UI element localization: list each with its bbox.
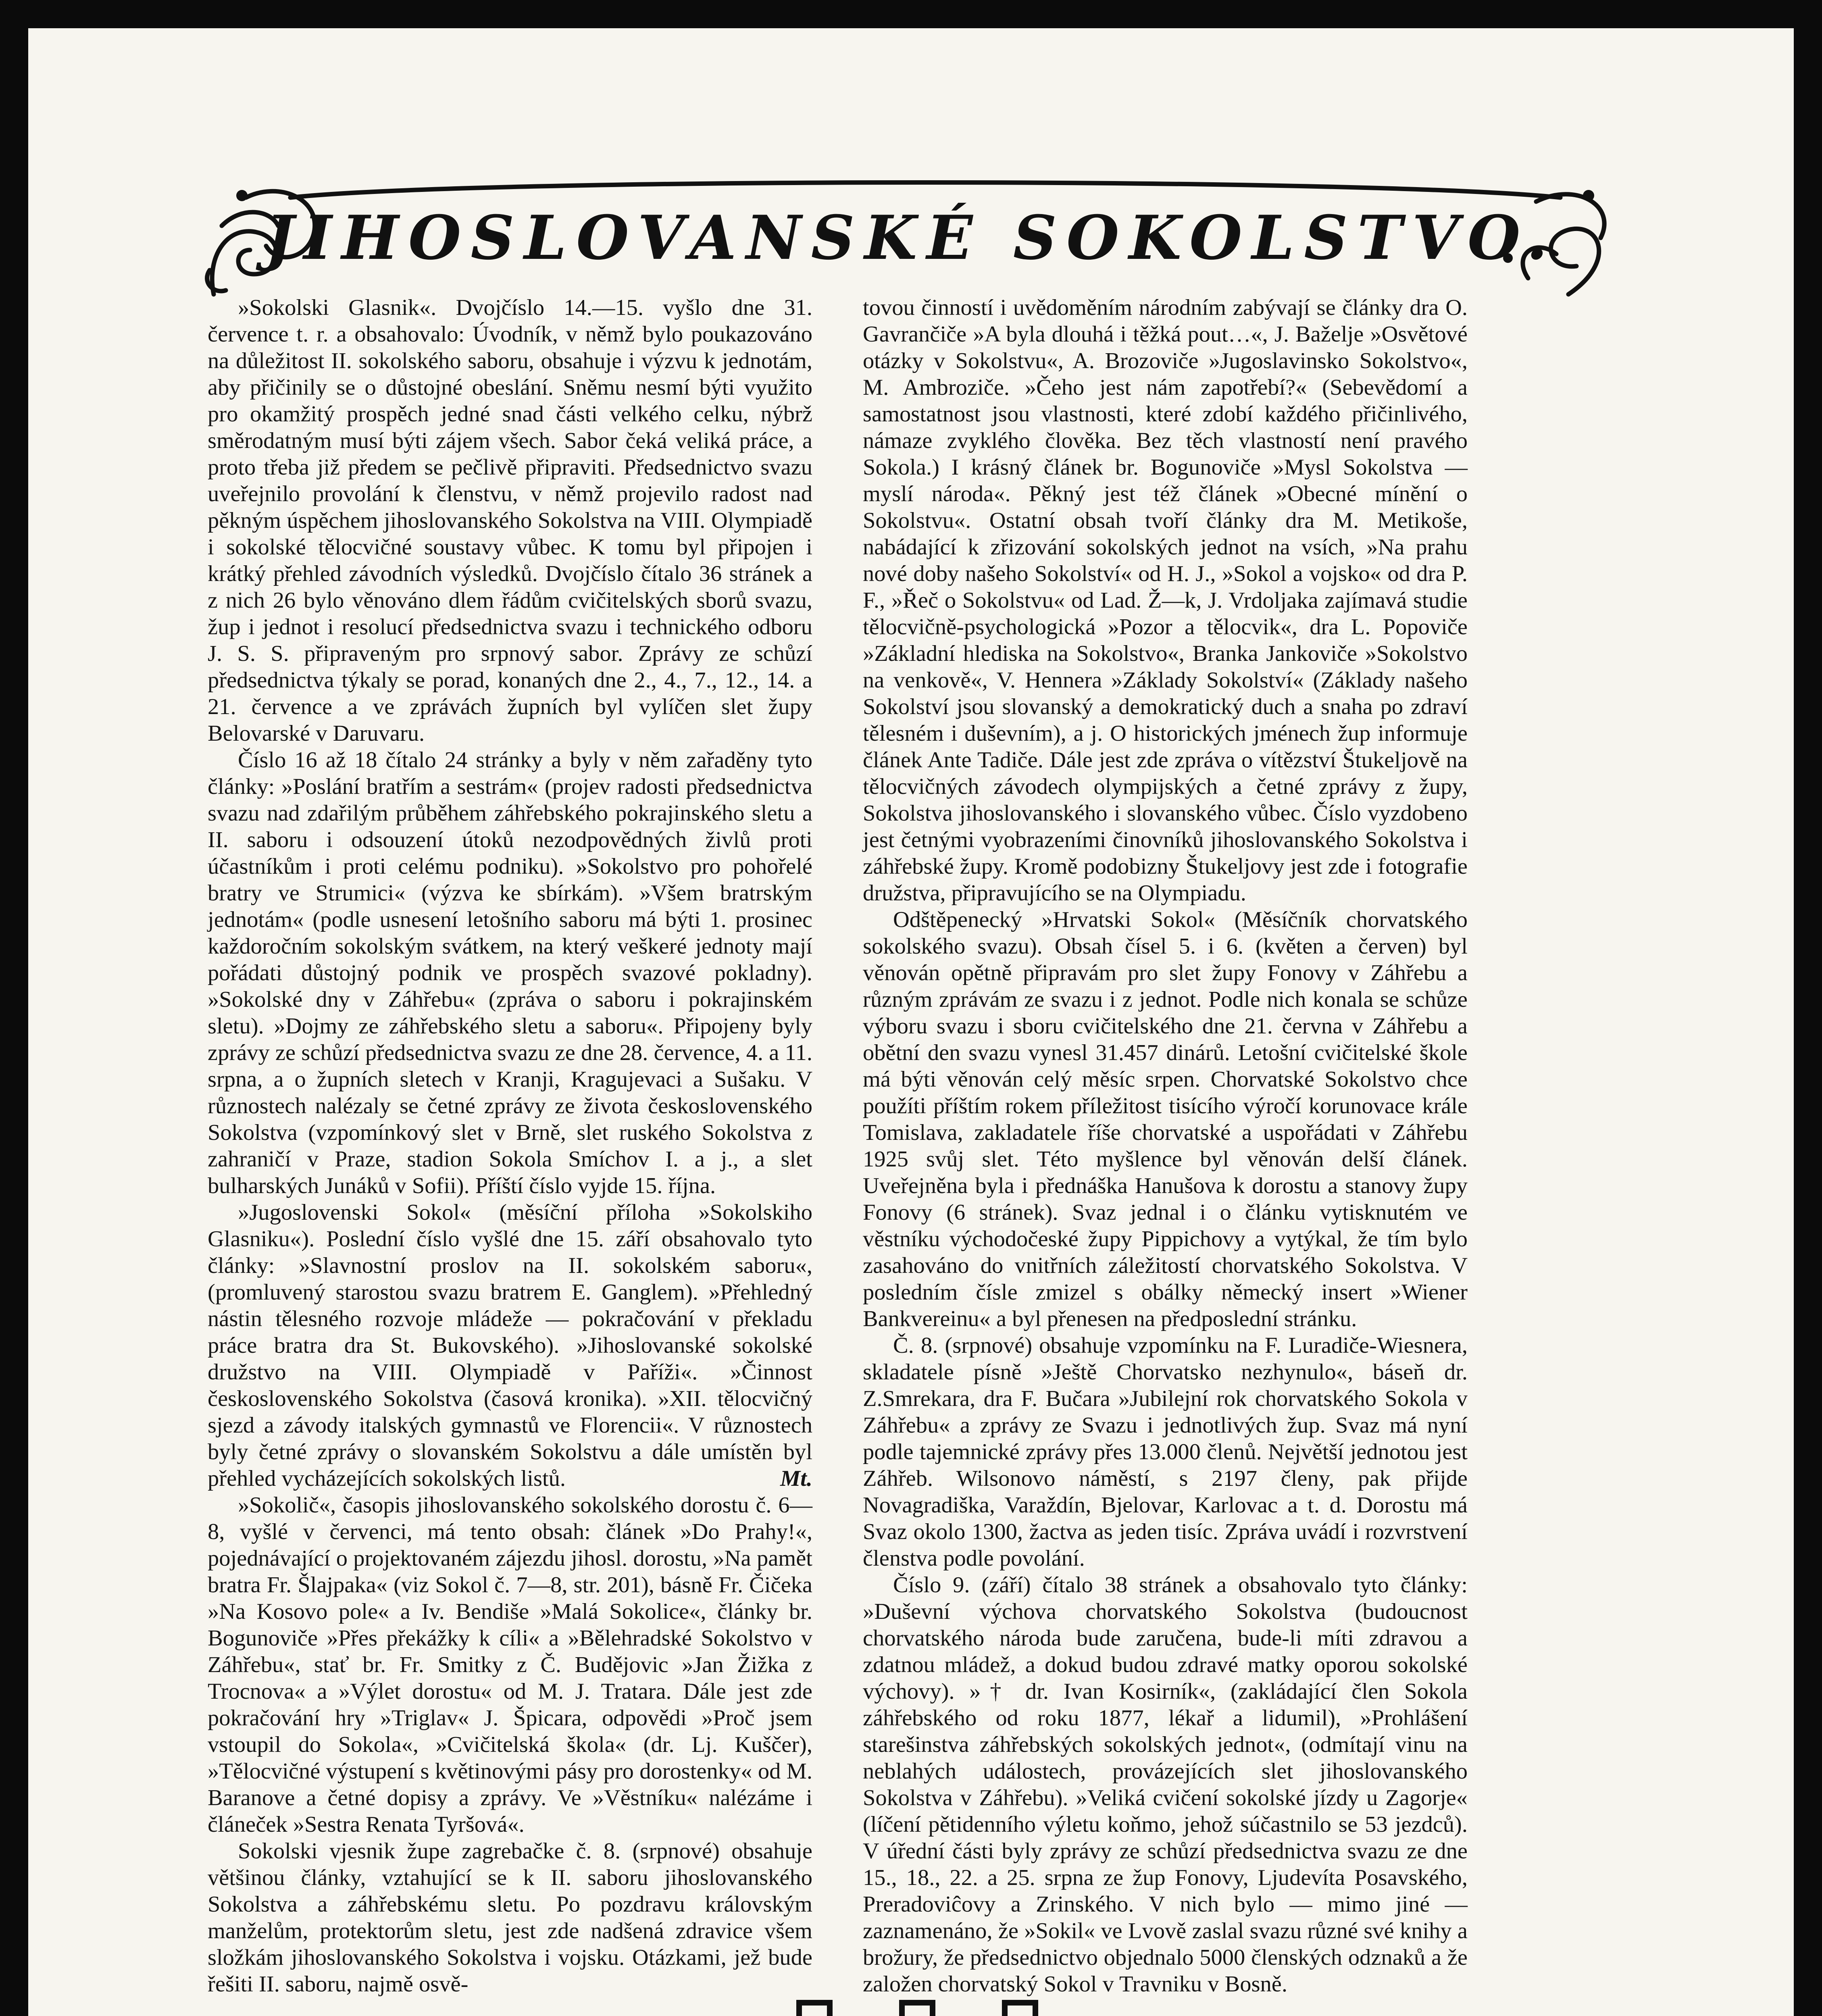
paragraph-jugoslovenski-sokol xyxy=(208,1199,812,1492)
square-ornament-icon xyxy=(796,2000,833,2016)
page xyxy=(28,28,1794,2016)
paragraph-sokolski-glasnik: »Sokolski Glasnik«. Dvojčíslo 14.—15. vyšlo dne 31. července t. r. a obsahovalo: Úvodník, v němž bylo poukazováno na důležitost II. sokolského saboru, obsahuje i výzvu k jednotám, aby přičinily se o důstojné obeslání. Sněmu nesmí býti využito pro okamžitý prospěch jedné snad části velkého celku, nýbrž směrodatným musí býti zájem všech. Sabor čeká veliká práce, a proto třeba již předem se pečlivě připraviti. Předsednictvo svazu uveřejnilo provolání k členstvu, v němž projevilo radost nad pěkným úspěchem jihoslovanského Sokolstva na VIII. Olympiadě i sokolské tělocvičné soustavy vůbec. K tomu byl připojen i krátký přehled závodních výsledků. Dvojčíslo čítalo 36 stránek a z nich 26 bylo věnováno dlem řádům cvičitelských sborů svazu, žup i jednot i resolucí předsednictva svazu i technického odboru J. S. S. připraveným pro srpnový sabor. Zprávy ze schůzí předsednictva týkaly se porad, konaných dne 2., 4., 7., 12., 14. a 21. července a ve zprávách župních byl vylíčen slet župy Belovarské v Daruvaru. xyxy=(208,295,812,746)
paragraph-sokolski-vjesnik: Sokolski vjesnik župe zagrebačke č. 8. (srpnové) obsahuje většinou články, vztahující se k II. saboru jihoslovanského Sokolstva a záhřebskému sletu. Po pozdravu královským manželům, protektorům sletu, jest zde nadšená zdravice všem složkám jihoslovanského Sokolstva i vojsku. Otázkami, jež bude řešiti II. saboru, najmě osvě- xyxy=(208,1839,812,1997)
paragraph-text: »Jugoslovenski Sokol« (měsíční příloha »Sokolskiho Glasniku«). Poslední číslo vyšlé dne 15. září obsahovalo tyto články: »Slavnostní proslov na II. sokolském saboru«, (promluvený starostou svazu bratrem E. Ganglem). »Přehledný nástin tělesného rozvoje mládeže — pokračování v překladu práce bratra dra St. Bukovského). »Jihoslovanské sokolské družstvo na VIII. Olympiadě v Paříži«. »Činnost československého Sokolstva (časová kronika). »XII. tělocvičný sjezd a závody italských gymnastů ve Florencii«. V různostech byly četné zprávy o slovanském Sokolstvu a dále umístěn byl přehled vycházejících sokolských listů. xyxy=(208,1200,812,1491)
paragraph-sokolic: »Sokolič«, časopis jihoslovanského sokolského dorostu č. 6—8, vyšlé v červenci, má tento obsah: článek »Do Prahy!«, pojednávající o projektovaném zájezdu jihosl. dorostu, »Na pamět bratra Fr. Šlajpaka« (viz Sokol č. 7—8, str. 201), básně Fr. Čičeka »Na Kosovo pole« a Iv. Bendiše »Malá Sokolice«, články br. Bogunoviče »Přes překážky k cíli« a »Bělehradské Sokolstvo v Záhřebu«, stať br. Fr. Smitky z Č. Budějovic »Jan Žižka z Trocnova« a »Výlet dorostu« od M. J. Tratara. Dále jest zde pokračování hry »Triglav« J. Špicara, odpovědi »Proč jsem vstoupil do Sokola«, »Cvičitelská škola« (dr. Lj. Kuščer), »Tělocvičné výstupení s květinovými pásy pro dorostenky« od M. Baranove a četné dopisy a zprávy. Ve »Věstníku« nalézáme i článeček »Sestra Renata Tyršová«. xyxy=(208,1493,812,1837)
paragraph-continuation: tovou činností i uvědoměním národním zabývají se články dra O. Gavrančiče »A byla dlouhá i těžká pout…«, J. Baželje »Osvětové otázky v Sokolstvu«, A. Brozoviče »Jugoslavinsko Sokolstvo«, M. Ambroziče. »Čeho jest nám zapotřebí?« (Sebevědomí a samostatnost jsou vlastnosti, které zdobí každého přičinlivého, námaze zvyklého člověka. Bez těch vlastností není pravého Sokola.) I krásný článek br. Bogunoviče »Mysl Sokolstva — myslí národa«. Pěkný jest též článek »Obecné mínění o Sokolstvu«. Ostatní obsah tvoří články dra M. Metikoše, nabádající k zřizování sokolských jednot na vsích, »Na prahu nové doby našeho Sokolství« od H. J., »Sokol a vojsko« od dra P. F., »Řeč o Sokolstvu« od Lad. Ž—k, J. Vrdoljaka zajímavá studie tělocvičně-psychologická »Pozor a tělocvik«, dra L. Popoviče »Základní hlediska na Sokolstvo«, Branka Jankoviče »Sokolstvo na venkově«, V. Hennera »Základy Sokolství« (Základy našeho Sokolství jsou slovanský a demokratický duch a snaha po zdraví tělesném i duševním), a j. O historických jménech žup informuje článek Ante Tadiče. Dále jest zde zpráva o vítězství Štukeljově na tělocvičných závodech olympijských a četné zprávy z župy, Sokolstva jihoslovanského i slovanského vůbec. Číslo vyzdobeno jest četnými vyobrazeními činovníků jihoslovanského Sokolstva i záhřebské župy. Kromě podobizny Štukeljovy jest zde i fotografie družstva, připravujícího se na Olympiadu. xyxy=(863,295,1468,906)
paragraph-hrvatski-sokol: Odštěpenecký »Hrvatski Sokol« (Měsíčník chorvatského sokolského svazu). Obsah čísel 5. i 6. (květen a červen) byl věnován opětně připravám pro slet župy Fonovy v Záhřebu a různým zprávám ze svazu i z jednot. Podle nich konala se schůze výboru svazu i sboru cvičitelského dne 21. června v Záhřebu a obětní den svazu vynesl 31.457 dinárů. Letošní cvičitelské škole má býti věnován celý měsíc srpen. Chorvatské Sokolstvo chce použíti příštím rokem příležitost tisícího výročí korunovace krále Tomislava, zakladatele říše chorvatské a uspořádati v Záhřebu 1925 svůj slet. Této myšlence byl věnován delší článek. Uveřejněna byla i přednáška Hanušova k dorostu a stanovy župy Fonovy (6 stránek). Svaz jednal i o článku vytisknutém ve věstníku východočeské župy Pippichovy a vytýkal, že tím bylo zasahováno do vnitřních záležitostí chorvatského Sokolstva. V posledním čísle zmizel s obálky německý insert »Wiener Bankvereinu« a byl přenesen na předposlední stránku. xyxy=(863,907,1468,1331)
section-end-ornaments xyxy=(796,2000,1038,2016)
square-ornament-icon xyxy=(1002,2000,1038,2016)
paragraph-cislo-8: Č. 8. (srpnové) obsahuje vzpomínku na F. Luradiče-Wiesnera, skladatele písně »Ještě Chorvatsko nezhynulo«, báseň dr. Z.Smrekara, dra F. Bučara »Jubilejní rok chorvatského Sokola v Záhřebu« a zprávy ze Svazu i jednotlivých žup. Svaz má nyní podle tajemnické zprávy přes 13.000 členů. Největší jednotou jest Záhřeb. Wilsonovo náměstí, s 2197 členy, pak přijde Novagradiška, Varaždín, Bjelovar, Karlovac a t. d. Dorostu má Svaz okolo 1300, žactva as jeden tisíc. Zpráva uvádí i rozvrstvení členstva podle povolání. xyxy=(863,1333,1468,1571)
paragraph-cislo-16-18: Číslo 16 až 18 čítalo 24 stránky a byly v něm zařaděny tyto články: »Poslání bratřím a sestrám« (projev radosti předsednictva svazu nad zdařilým průběhem záhřebského pokrajinského sletu a II. saboru i odsouzení útoků nezodpovědných živlů proti účastníkům i proti celému podniku). »Sokolstvo pro pohořelé bratry ve Strumici« (výzva ke sbírkám). »Všem bratrským jednotám« (podle usnesení letošního saboru má býti 1. prosinec každoročním sokolským svátkem, na který veškeré jednoty mají pořádati důstojný podnik ve prospěch svazové pokladny). »Sokolské dny v Záhřebu« (zpráva o saboru i pokrajinském sletu). »Dojmy ze záhřebského sletu a saboru«. Připojeny byly zprávy ze schůzí předsednictva svazu ze dne 28. července, 4. a 11. srpna, a o župních sletech v Kranji, Kragujevaci a Sušaku. V různostech nalézaly se četné zprávy ze života československého Sokolstva (vzpomínkový slet v Brně, slet ruského Sokolstva z zahraničí v Praze, stadion Sokola Smíchov I. a j., a slet bulharských Junáků v Sofii). Příští číslo vyjde 15. října. xyxy=(208,748,812,1198)
title-banner xyxy=(198,173,1625,302)
paragraph-cislo-9: Číslo 9. (září) čítalo 38 stránek a obsahovalo tyto články: »Duševní výchova chorvatského Sokolstva (budoucnost chorvatského národa bude zaručena, bude-li míti zdravou a zdatnou mládež, a dokud budou zdravé matky oporou sokolské výchovy). »† dr. Ivan Kosirník«, (zakládající člen Sokola záhřebského od roku 1877, lékař a lidumil), »Prohlášení starešinstva záhřebských sokolských jednot«, (odmítají vinu na neblahých událostech, provázejících slet jihoslovanského Sokolstva v Záhřebu). »Veliká cvičení sokolské jízdy u Zagorje« (líčení pětidenního výletu koňmo, jehož súčastnilo se 53 jezdců). V úřední části byly zprávy ze schůzí předsednictva svazu ze dne 15., 18., 22. a 25. srpna ze žup Fonovy, Ljudevíta Posavského, Preradoviĉovy a Zrinského. V nich bylo — mimo jiné — zaznamenáno, že »Sokil« ve Lvově zaslal svazu různé své knihy a brožury, že předsednictvo objednalo 5000 členských odznaků a že založen chorvatský Sokol v Travniku v Bosně. xyxy=(863,1572,1468,1997)
left-column xyxy=(208,294,812,1997)
author-signature: Mt. xyxy=(780,1466,812,1491)
page-title: JIHOSLOVANSKÉ SOKOLSTVO. xyxy=(265,202,1558,273)
right-column xyxy=(863,294,1468,1997)
square-ornament-icon xyxy=(899,2000,935,2016)
